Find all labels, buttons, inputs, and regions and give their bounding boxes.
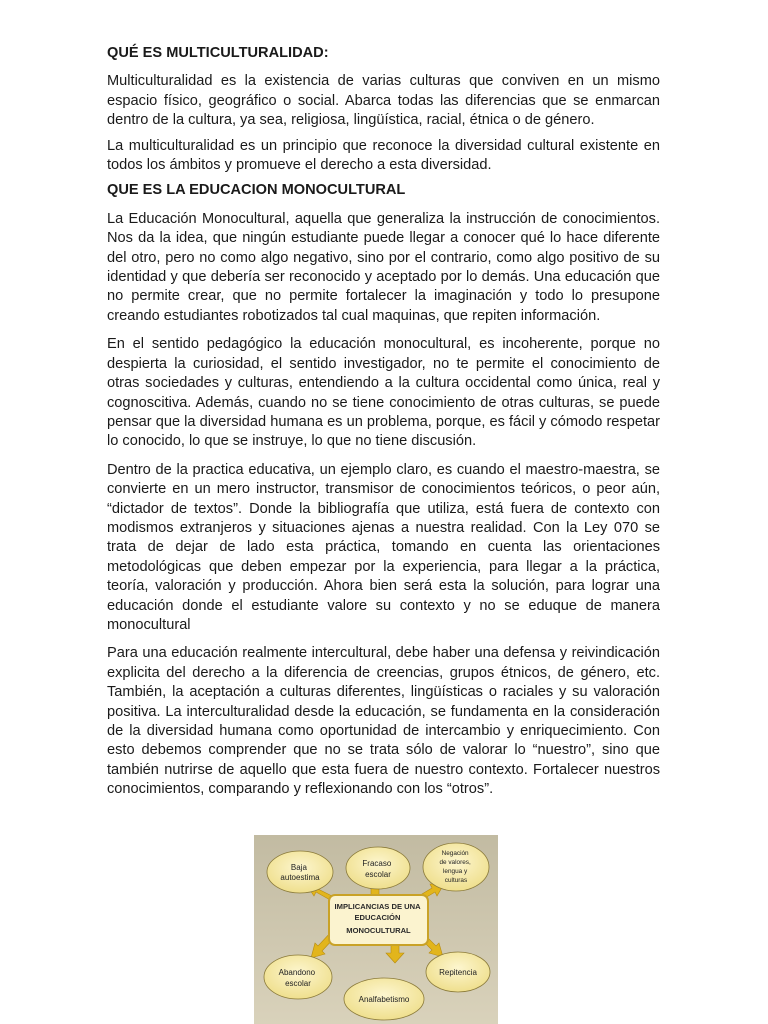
paragraph: Para una educación realmente intercultural, debe haber una defensa y reivindicación explicita del derecho a la diferencia de creencias, grupos étnicos, de género, etc. También, la aceptación a culturas diferentes, lingüísticas o raciales y su valoración positiva. La interculturalidad desde la educación, se fundamenta en la consideración de la diversidad humana como oportunidad de intercambio y enriquecimiento. Con esto debemos comprender que no se trata sólo de valorar lo “nuestro”, sino que también nutrirse de aquello que esta fuera de nuestro contexto. Fortalecer nuestros conocimientos, comparando y reflexionando con los “otros”.: [107, 645, 660, 798]
node-baja-label: Baja autoestima: [280, 863, 320, 882]
heading-educacion-monocultural: QUE ES LA EDUCACION MONOCULTURAL: [107, 182, 406, 199]
node-fracaso-escolar: [346, 847, 410, 889]
paragraph: Multiculturalidad es la existencia de varias culturas que conviven en un mismo espacio físico, geográfico o social. Abarca todas las diferencias que se enmarcan dentro de la cultura, ya sea, religiosa, lingüística, racial, étnica o de género.: [107, 73, 660, 129]
node-baja-autoestima: [267, 851, 333, 893]
node-repitencia-label: Repitencia: [439, 968, 477, 977]
center-label: IMPLICANCIAS DE UNA EDUCACIÓN MONOCULTURAL: [334, 902, 421, 935]
heading-multiculturalidad: QUÉ ES MULTICULTURALIDAD:: [107, 45, 329, 61]
node-fracaso-label: Fracaso escolar: [362, 859, 392, 879]
node-analfabetismo-label: Analfabetismo: [358, 995, 410, 1004]
paragraph: En el sentido pedagógico la educación monocultural, es incoherente, porque no despierta la curiosidad, el sentido investigador, no te permite el conocimiento de otras sociedades y culturas, entendiendo a la cultura occidental como única, real y cognoscitiva. Además, cuando no se tiene conocimiento de otras culturas, se puede pensar que la diversidad humana es un problema, porque, es fácil y cómodo respetar lo conocido, lo que se instruye, lo que no tiene discusión.: [107, 336, 660, 450]
node-abandono-label: Abandono escolar: [278, 968, 316, 988]
node-negacion-label: Negación de valores, lengua y culturas: [439, 850, 471, 884]
paragraph: Dentro de la practica educativa, un ejemplo claro, es cuando el maestro-maestra, se convierte en un mero instructor, transmisor de conocimientos teóricos, o peor aún, “dictador de textos”. Donde la bibliografía que utiliza, está fuera de contexto con modismos extranjeros y situaciones ajenas a nuestra realidad. Con la Ley 070 se trata de dejar de lado esta práctica, tomando en cuenta las orientaciones metodológicas que deben empezar por la experiencia, para llegar a la práctica, teoría, valoración y producción. Ahora bien será esta la solución, para lograr una educación donde el estudiante valore su contexto y no se eduque de manera monocultural: [107, 461, 660, 633]
document-body: [107, 44, 660, 800]
paragraph: La multiculturalidad es un principio que reconoce la diversidad cultural existente en todos los ámbitos y promueve el derecho a esta diversidad.: [107, 137, 660, 174]
paragraph: La Educación Monocultural, aquella que generaliza la instrucción de conocimientos. Nos da la idea, que ningún estudiante puede llegar a conocer qué lo hace diferente del otro, pero no como algo negativo, sino por el contrario, como algo positivo de su identidad y que debería ser reconocido y aceptado por lo demás. Una educación que no permite crear, que no permite fortalecer la imaginación y todo lo presupone creando estudiantes robotizados tal cual maquinas, que repiten información.: [107, 210, 660, 324]
diagram-canvas: [254, 835, 498, 1024]
node-abandono-escolar: [264, 955, 332, 999]
implicancias-diagram: [254, 835, 498, 1024]
